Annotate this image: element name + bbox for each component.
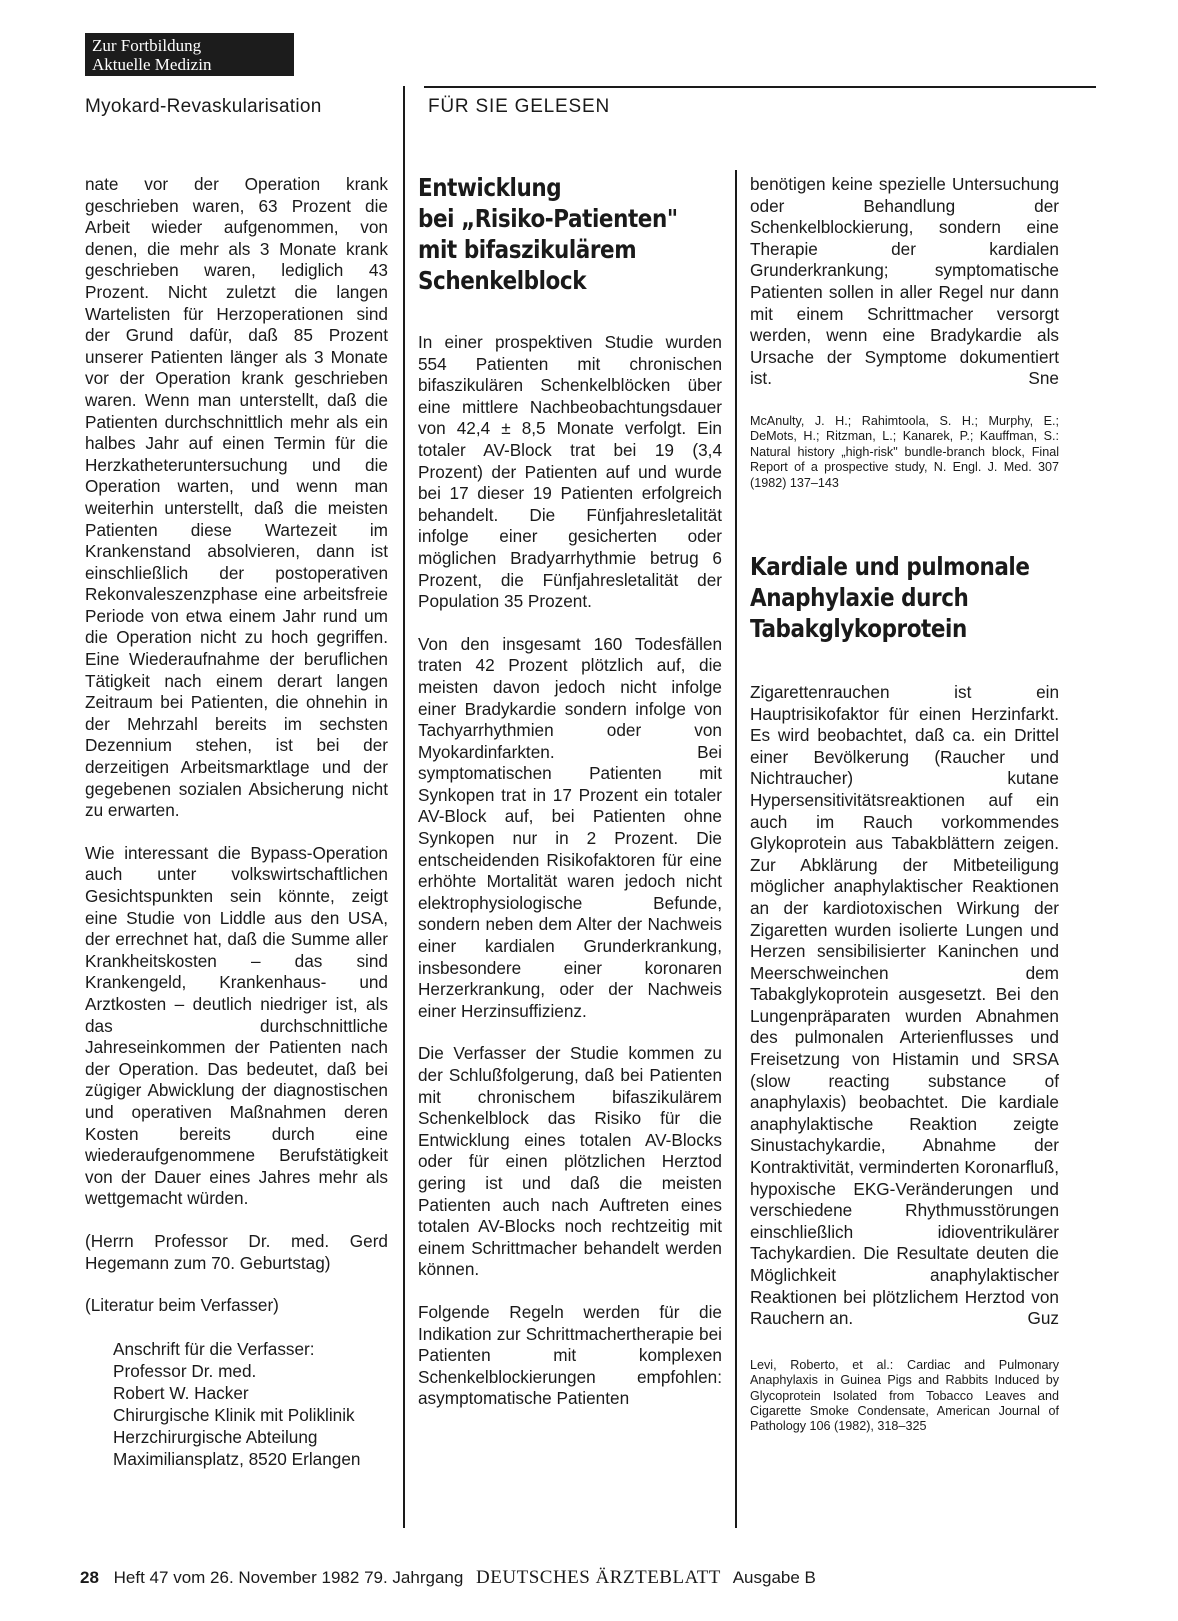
article1-paragraph-3: Die Verfasser der Studie kommen zu der Schlußfolgerung, daß bei Patienten mit chronischem bifaszikulärem Schenkelblock das Risiko für die Entwicklung eines totalen AV-Blocks oder für einen plötzlichen Herztod gering ist und daß die meisten Patienten auch nach Auftreten eines totalen AV-Blocks noch rechtzeitig mit einem Schrittmacher behandelt werden können. [418, 1043, 722, 1280]
address-line: Anschrift für die Verfasser: [113, 1338, 315, 1359]
address-line: Robert W. Hacker [113, 1382, 249, 1403]
journal-name: DEUTSCHES ÄRZTEBLATT [476, 1567, 721, 1588]
article2-paragraph-text: Zigarettenrauchen ist ein Hauptrisikofaktor für einen Herzinfarkt. Es wird beobachtet, daß ca. ein Drittel einer Bevölkerung (Raucher und Nichtraucher) kutane Hypersensitivitätsreaktionen auf ein auch im Rauch vorkommendes Glykoprotein aus Tabakblättern zeigen. Zur Abklärung der Mitbeteiligung möglicher anaphylaktischer Reaktionen an der kardiotoxischen Wirkung der Zigaretten wurden isolierte Lungen und Herzen sensibilisierter Kaninchen und Meerschweinchen dem Tabakglykoprotein ausgesetzt. Bei den Lungenpräparaten wurden Abnahmen des pulmonalen Arterienflusses und Freisetzung von Histamin und SRSA (slow reacting substance of anaphylaxis) beobachtet. Die kardiale anaphylaktische Reaktion zeigte Sinustachykardie, Abnahme der Kontraktivität, verminderten Koronarfluß, hypoxische EKG-Veränderungen und verschiedene Rhythmusstörungen einschließlich idioventrikulärer Tachykardien. Die Resultate deuten die Möglichkeit anaphylaktischer Reaktionen bei plötzlichem Herztod von Rauchern an. [750, 681, 1059, 1329]
column-1 [85, 174, 388, 1470]
col1-dedication: (Herrn Professor Dr. med. Gerd Hegemann zum 70. Geburtstag) [85, 1230, 388, 1273]
article1-continuation-text: benötigen keine spezielle Untersuchung oder Behandlung der Schenkelblockierung, sondern eine Therapie der kardialen Grunderkrankung; symptomatische Patienten sollen in aller Regel nur dann mit einem Schrittmacher versorgt werden, wenn eine Bradykardie als Ursache der Symptome dokumentiert ist. [750, 174, 1059, 389]
col1-literature-note: (Literatur beim Verfasser) [85, 1295, 279, 1316]
page-footer [80, 1567, 816, 1589]
article1-paragraph-1: In einer prospektiven Studie wurden 554 Patienten mit chronischen bifaszikulären Schenkelblöcken über eine mittlere Nachbeobachtungsdauer von 42,4 ± 8,5 Monate verfolgt. Ein totaler AV-Block trat bei 19 (3,4 Prozent) der Patienten auf und wurde bei 17 dieser 19 Patienten erfolgreich behandelt. Die Fünfjahresletalität infolge einer gesicherten oder möglichen Bradyarrhythmie betrug 6 Prozent, die Fünfjahresletalität der Population 35 Prozent. [418, 332, 722, 612]
edition: Ausgabe B [732, 1568, 816, 1587]
article1-headline [418, 172, 779, 296]
article2-signature: Guz [1027, 1308, 1059, 1329]
running-header-left: Myokard-Revaskularisation [85, 96, 322, 117]
page-number: 28 [80, 1568, 99, 1587]
header-rule [424, 86, 1096, 88]
article1-title-line: bei „Risiko-Patienten" [418, 204, 678, 233]
article1-continuation [750, 174, 1059, 390]
article2-reference: Levi, Roberto, et al.: Cardiac and Pulmonary Anaphylaxis in Guinea Pigs and Rabbits Induced by Glycoprotein Isolated from Tobacco Leaves and Cigarette Smoke Condensate, American Journal of Pathology 106 (1982), 318–325 [750, 1357, 1059, 1434]
column-3 [750, 174, 1059, 1456]
section-label [85, 33, 294, 76]
section-label-line2: Aktuelle Medizin [92, 55, 212, 74]
article1-title-line: Schenkelblock [418, 266, 587, 295]
column-divider-2 [735, 170, 737, 1528]
article2-paragraph-1 [750, 682, 1059, 1330]
article2-title-line: Anaphylaxie durch [750, 582, 969, 612]
article2-title-line: Kardiale und pulmonale [750, 551, 1030, 581]
article1-title-line: Entwicklung [418, 173, 562, 202]
column-2 [418, 172, 722, 1431]
section-label-line1: Zur Fortbildung [92, 36, 202, 55]
article2-headline [750, 551, 1111, 644]
running-header-right: FÜR SIE GELESEN [428, 96, 610, 117]
article1-title-line: mit bifaszikulärem [418, 235, 637, 264]
column-divider-1 [403, 86, 405, 1528]
article1-paragraph-2: Von den insgesamt 160 Todesfällen traten 42 Prozent plötzlich auf, die meisten davon jedoch nicht infolge einer Bradykardie sondern infolge von Tachyarrhythmien oder von Myokardinfarkten. Bei symptomatischen Patienten mit Synkopen trat in 17 Prozent ein totaler AV-Block auf, bei Patienten ohne Synkopen nur in 2 Prozent. Die entscheidenden Risikofaktoren für eine erhöhte Mortalität waren jedoch nicht elektrophysiologische Befunde, sondern neben dem Alter der Nachweis einer kardialen Grunderkrankung, insbesondere einer koronaren Herzerkrankung, oder der Nachweis einer Herzinsuffizienz. [418, 633, 722, 1021]
author-address [85, 1338, 388, 1470]
address-line: Maximiliansplatz, 8520 Erlangen [113, 1448, 361, 1469]
address-line: Herzchirurgische Abteilung [113, 1426, 318, 1447]
article2-title-line: Tabakglykoprotein [750, 613, 967, 643]
article1-reference: McAnulty, J. H.; Rahimtoola, S. H.; Murphy, E.; DeMots, H.; Ritzman, L.; Kanarek, P.; Kauffman, S.: Natural history „high-risk" bundle-branch block, Final Report of a prospective study, N. Engl. J. Med. 307 (1982) 137–143 [750, 413, 1059, 490]
issue-info: Heft 47 vom 26. November 1982 79. Jahrgang [113, 1568, 464, 1587]
address-line: Chirurgische Klinik mit Poliklinik [113, 1404, 355, 1425]
article1-paragraph-4: Folgende Regeln werden für die Indikation zur Schrittmachertherapie bei Patienten mit komplexen Schenkelblockierungen empfohlen: asymptomatische Patienten [418, 1301, 722, 1409]
col1-paragraph-1: nate vor der Operation krank geschrieben waren, 63 Prozent die Arbeit wieder aufgenommen, von denen, die mehr als 3 Monate krank geschrieben waren, lediglich 43 Prozent. Nicht zuletzt die langen Wartelisten für Herzoperationen sind der Grund dafür, daß 85 Prozent unserer Patienten länger als 3 Monate vor der Operation krank geschrieben waren. Wenn man unterstellt, daß die Patienten durchschnittlich mehr als ein halbes Jahr auf einen Termin für die Herzkatheteruntersuchung und die Operation warten, und wenn man weiterhin unterstellt, daß die meisten Patienten diese Wartezeit im Krankenstand absolvieren, dann ist einschließlich der postoperativen Rekonvaleszenzphase eine arbeitsfreie Periode von etwa einem Jahr rund um die Operation nicht zu hoch gegriffen. Eine Wiederaufnahme der beruflichen Tätigkeit nach einem derart langen Zeitraum bei Patienten, die ohnehin in der Mehrzahl bereits im sechsten Dezennium stehen, ist bei der derzeitigen Arbeitsmarktlage und der gegebenen sozialen Absicherung nicht zu erwarten. [85, 174, 388, 821]
address-line: Professor Dr. med. [113, 1360, 257, 1381]
col1-paragraph-2: Wie interessant die Bypass-Operation auch unter volkswirtschaftlichen Gesichtspunkten sein könnte, zeigt eine Studie von Liddle aus den USA, der errechnet hat, daß die Summe aller Krankheitskosten – das sind Krankengeld, Krankenhaus- und Arztkosten – deutlich niedriger ist, als das durchschnittliche Jahreseinkommen der Patienten nach der Operation. Das bedeutet, daß bei zügiger Abwicklung der diagnostischen und operativen Maßnahmen deren Kosten bereits durch eine wiederaufgenommene Berufstätigkeit von der Dauer eines Jahres mehr als wettgemacht würden. [85, 842, 388, 1209]
article1-signature: Sne [1028, 368, 1059, 389]
